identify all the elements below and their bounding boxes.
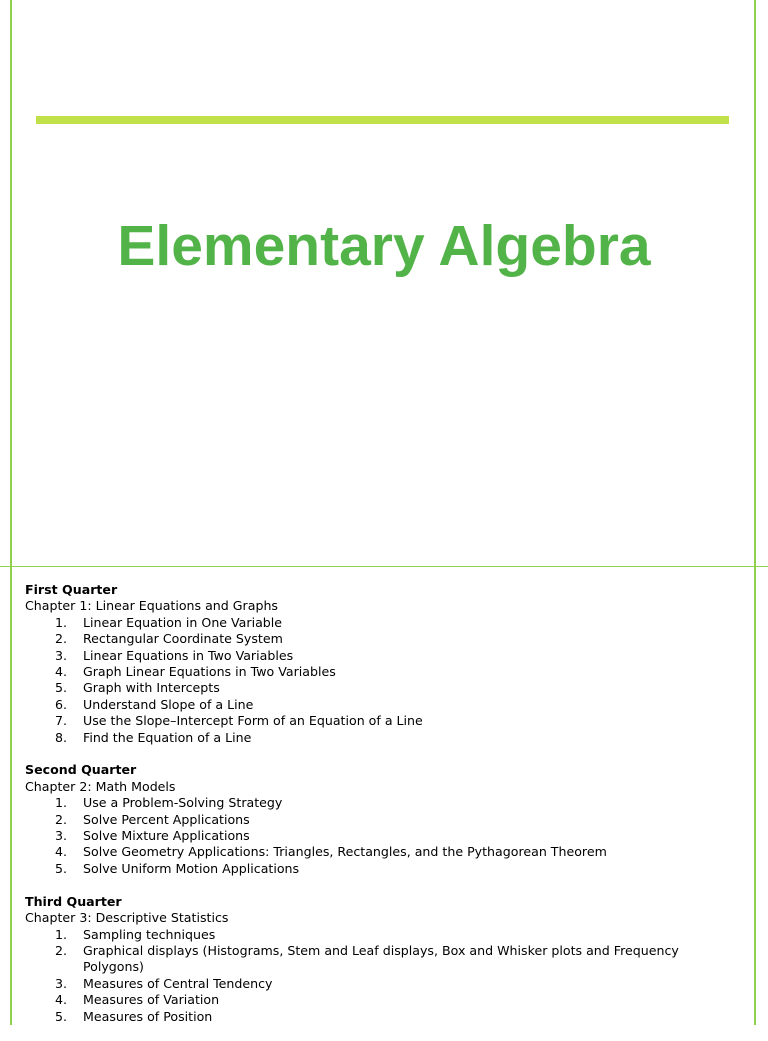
- topic-number: 3.: [54, 828, 67, 844]
- chapter-heading: Chapter 1: Linear Equations and Graphs: [25, 598, 278, 614]
- topic-text: Find the Equation of a Line: [83, 729, 252, 745]
- topic-list-item: [25, 943, 740, 976]
- topic-text: Linear Equation in One Variable: [83, 614, 283, 630]
- topic-text: Graph Linear Equations in Two Variables: [83, 664, 336, 680]
- topic-text: Measures of Central Tendency: [83, 975, 273, 991]
- topic-number: 2.: [54, 811, 67, 827]
- contents-border-right: [754, 567, 756, 1025]
- topic-text: Solve Percent Applications: [83, 811, 250, 827]
- topic-number: 2.: [54, 942, 67, 958]
- topic-number: 1.: [54, 795, 67, 811]
- topic-list-item: [25, 927, 740, 943]
- topic-list-item: [25, 1009, 740, 1025]
- topic-number: 4.: [54, 844, 67, 860]
- contents-page: [0, 566, 768, 1025]
- cover-title: Elementary Algebra: [117, 214, 651, 278]
- topic-number: 5.: [54, 1008, 67, 1024]
- topic-number: 5.: [54, 680, 67, 696]
- topic-number: 4.: [54, 992, 67, 1008]
- chapter-heading: Chapter 3: Descriptive Statistics: [25, 910, 229, 926]
- cover-divider-rule: [36, 116, 729, 124]
- topic-number: 8.: [54, 729, 67, 745]
- topic-text: Measures of Position: [83, 1008, 213, 1024]
- topic-list-item: [25, 664, 740, 680]
- topic-list-item: [25, 615, 740, 631]
- quarter-section: [25, 582, 740, 746]
- topic-number: 3.: [54, 647, 67, 663]
- topic-list-item: [25, 795, 740, 811]
- topic-list-item: [25, 812, 740, 828]
- topic-list-item: [25, 713, 740, 729]
- topic-text: Solve Uniform Motion Applications: [83, 860, 300, 876]
- topic-text: Graphical displays (Histograms, Stem and Leaf displays, Box and Whisker plots and Frequency Polygons): [83, 942, 679, 975]
- topic-list-item: [25, 631, 740, 647]
- topic-text: Measures of Variation: [83, 992, 220, 1008]
- topic-text: Use a Problem-Solving Strategy: [83, 795, 283, 811]
- topic-number: 2.: [54, 631, 67, 647]
- topic-list-item: [25, 992, 740, 1008]
- quarter-heading: Second Quarter: [25, 762, 137, 778]
- topic-number: 1.: [54, 614, 67, 630]
- chapter-heading: Chapter 2: Math Models: [25, 778, 176, 794]
- topic-text: Rectangular Coordinate System: [83, 631, 283, 647]
- quarter-heading: Third Quarter: [25, 893, 122, 909]
- topic-number: 5.: [54, 860, 67, 876]
- contents-border-left: [10, 567, 12, 1025]
- topic-list-item: [25, 844, 740, 860]
- topic-number: 1.: [54, 926, 67, 942]
- topic-number: 4.: [54, 664, 67, 680]
- topic-text: Graph with Intercepts: [83, 680, 220, 696]
- quarter-section: [25, 762, 740, 877]
- topic-list-item: [25, 976, 740, 992]
- topic-number: 7.: [54, 713, 67, 729]
- topic-number: 3.: [54, 975, 67, 991]
- quarter-heading: First Quarter: [25, 582, 118, 597]
- topic-text: Linear Equations in Two Variables: [83, 647, 294, 663]
- topic-text: Solve Mixture Applications: [83, 828, 250, 844]
- topic-list-item: [25, 680, 740, 696]
- topic-text: Solve Geometry Applications: Triangles, Rectangles, and the Pythagorean Theorem: [83, 844, 607, 860]
- topic-list-item: [25, 828, 740, 844]
- topic-text: Sampling techniques: [83, 926, 216, 942]
- topic-number: 6.: [54, 696, 67, 712]
- topic-text: Use the Slope–Intercept Form of an Equation of a Line: [83, 713, 423, 729]
- topic-list-item: [25, 697, 740, 713]
- topic-list-item: [25, 861, 740, 877]
- syllabus-list: [25, 582, 740, 1041]
- topic-list-item: [25, 730, 740, 746]
- topic-text: Understand Slope of a Line: [83, 696, 254, 712]
- quarter-section: [25, 894, 740, 1025]
- topic-list-item: [25, 648, 740, 664]
